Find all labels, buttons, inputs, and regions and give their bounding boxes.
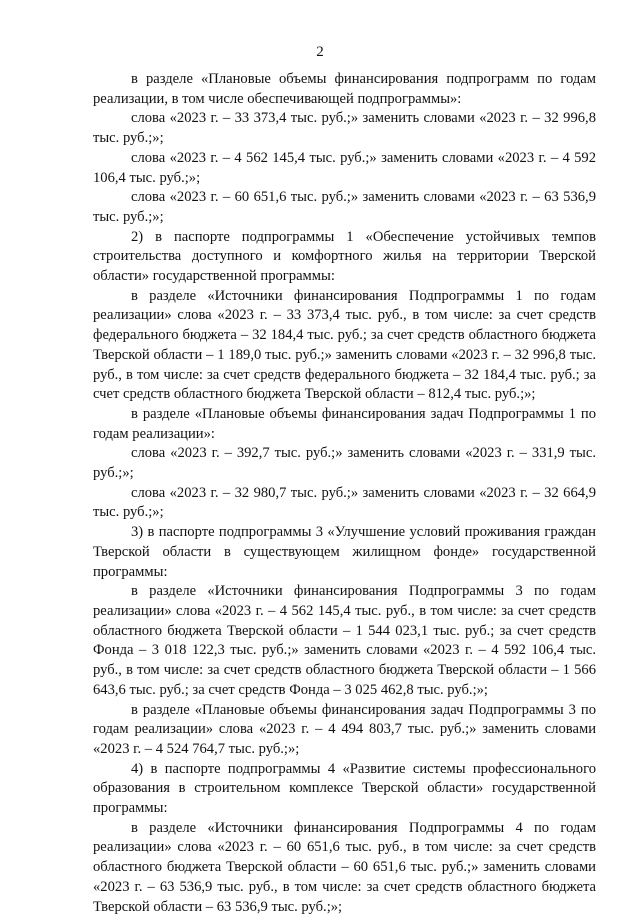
paragraph: в разделе «Плановые объемы финансирования подпрограмм по годам реализации, в том числе обеспечивающей подпрограммы»: <box>93 71 596 107</box>
paragraph: в разделе «Источники финансирования Подпрограммы 3 по годам реализации» слова «2023 г. – 4 562 145,4 тыс. руб., в том числе: за счет средств областного бюджета Тверской области – 1 544 023,1 тыс. руб.; за счет средств Фонда – 3 018 122,3 тыс. руб.;» заменить словами «2023 г. – 4 592 106,4 тыс. руб., в том числе: за счет средств областного бюджета Тверской области – 1 566 643,6 тыс. руб.; за счет средств Фонда – 3 025 462,8 тыс. руб.;»; <box>93 583 596 698</box>
page-number: 2 <box>316 44 324 60</box>
paragraph: в разделе «Плановые объемы финансирования задач Подпрограммы 1 по годам реализации»: <box>93 405 596 442</box>
paragraph: слова «2023 г. – 32 980,7 тыс. руб.;» заменить словами «2023 г. – 32 664,9 тыс. руб.;»; <box>93 484 596 521</box>
paragraph: 2) в паспорте подпрограммы 1 «Обеспечение устойчивых темпов строительства доступного и комфортного жилья на территории Тверской области» государственной программы: <box>93 228 596 285</box>
paragraph: 3) в паспорте подпрограммы 3 «Улучшение условий проживания граждан Тверской области в существующем жилищном фонде» государственной программы: <box>93 524 596 580</box>
paragraph: слова «2023 г. – 60 651,6 тыс. руб.;» заменить словами «2023 г. – 63 536,9 тыс. руб.;»; <box>93 189 596 225</box>
paragraph: слова «2023 г. – 4 562 145,4 тыс. руб.;» заменить словами «2023 г. – 4 592 106,4 тыс. руб.;»; <box>93 149 596 186</box>
paragraph: слова «2023 г. – 392,7 тыс. руб.;» заменить словами «2023 г. – 331,9 тыс. руб.;»; <box>93 445 596 482</box>
paragraph: в разделе «Источники финансирования Подпрограммы 1 по годам реализации» слова «2023 г. – 33 373,4 тыс. руб., в том числе: за счет средств федерального бюджета – 32 184,4 тыс. руб.; за счет средств областного бюджета Тверской области – 1 189,0 тыс. руб.;» заменить словами «2023 г. – 32 996,8 тыс. руб., в том числе: за счет средств федерального бюджета – 32 184,4 тыс. руб.; за счет средств областного бюджета Тверской области – 812,4 тыс. руб.;»; <box>93 287 596 403</box>
paragraph: слова «2023 г. – 33 373,4 тыс. руб.;» заменить словами «2023 г. – 32 996,8 тыс. руб.;»; <box>93 110 596 147</box>
paragraph: в разделе «Плановые объемы финансирования задач Подпрограммы 3 по годам реализации» слова «2023 г. – 4 494 803,7 тыс. руб.;» заменить словами «2023 г. – 4 524 764,7 тыс. руб.;»; <box>93 701 596 757</box>
paragraph: 4) в паспорте подпрограммы 4 «Развитие системы профессионального образования в строительном комплексе Тверской области» государственной программы: <box>93 760 596 817</box>
paragraph: в разделе «Источники финансирования Подпрограммы 4 по годам реализации» слова «2023 г. – 60 651,6 тыс. руб., в том числе: за счет средств областного бюджета Тверской области – 60 651,6 тыс. руб.;» заменить словами «2023 г. – 63 536,9 тыс. руб., в том числе: за счет средств областного бюджета Тверской области – 63 536,9 тыс. руб.;»; <box>93 819 596 915</box>
document-body <box>93 70 596 917</box>
